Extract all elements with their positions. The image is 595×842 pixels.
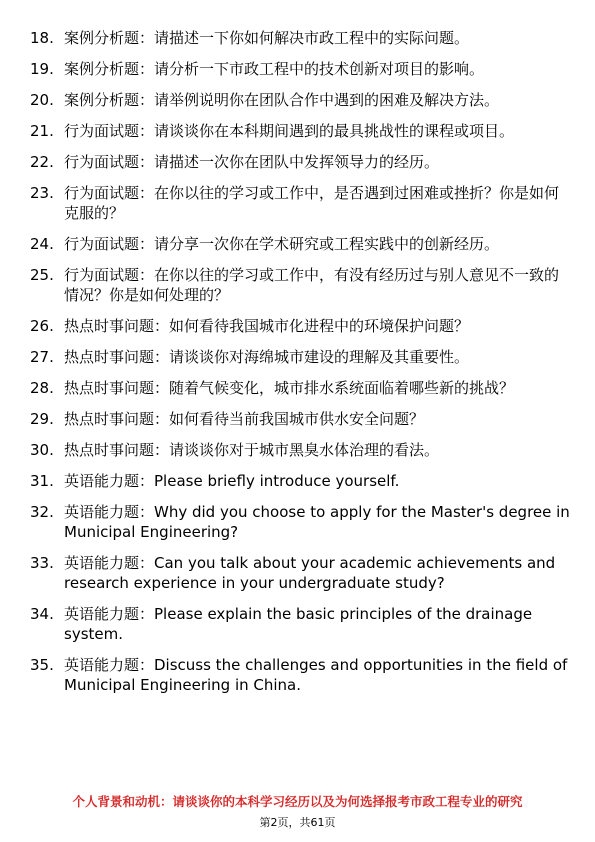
question-item xyxy=(30,59,570,79)
question-item xyxy=(30,553,570,593)
question-item xyxy=(30,28,570,48)
question-number: 21. xyxy=(30,122,54,140)
question-item xyxy=(30,347,570,367)
question-text: 案例分析题：请描述一下你如何解决市政工程中的实际问题。 xyxy=(64,29,470,47)
question-number: 19. xyxy=(30,60,54,78)
question-text: 英语能力题：Can you talk about your academic achievements and research experience in your undergraduate study? xyxy=(64,554,556,592)
question-text: 英语能力题：Discuss the challenges and opportunities in the field of Municipal Engineering in China. xyxy=(64,656,568,694)
question-number: 30. xyxy=(30,441,54,459)
question-item xyxy=(30,121,570,141)
question-text: 热点时事问题：随着气候变化，城市排水系统面临着哪些新的挑战？ xyxy=(64,379,515,397)
question-item xyxy=(30,440,570,460)
question-number: 29. xyxy=(30,410,54,428)
question-number: 20. xyxy=(30,91,54,109)
question-item xyxy=(30,265,570,305)
question-number: 27. xyxy=(30,348,54,366)
question-number: 24. xyxy=(30,235,54,253)
question-number: 32. xyxy=(30,503,54,521)
question-text: 行为面试题：请描述一次你在团队中发挥领导力的经历。 xyxy=(64,153,440,171)
question-number: 35. xyxy=(30,656,54,674)
question-text: 热点时事问题：请谈谈你对海绵城市建设的理解及其重要性。 xyxy=(64,348,470,366)
question-item xyxy=(30,183,570,223)
question-item xyxy=(30,604,570,644)
question-number: 25. xyxy=(30,266,54,284)
question-item xyxy=(30,316,570,336)
question-text: 案例分析题：请分析一下市政工程中的技术创新对项目的影响。 xyxy=(64,60,485,78)
question-item xyxy=(30,409,570,429)
question-text: 行为面试题：请谈谈你在本科期间遇到的最具挑战性的课程或项目。 xyxy=(64,122,515,140)
question-number: 33. xyxy=(30,554,54,572)
question-text: 行为面试题：请分享一次你在学术研究或工程实践中的创新经历。 xyxy=(64,235,500,253)
question-text: 热点时事问题：如何看待我国城市化进程中的环境保护问题？ xyxy=(64,317,470,335)
question-item xyxy=(30,655,570,695)
question-item xyxy=(30,234,570,254)
question-number: 34. xyxy=(30,605,54,623)
question-number: 31. xyxy=(30,472,54,490)
question-number: 18. xyxy=(30,29,54,47)
question-text: 行为面试题：在你以往的学习或工作中，是否遇到过困难或挫折？你是如何克服的？ xyxy=(64,184,560,222)
question-text: 案例分析题：请举例说明你在团队合作中遇到的困难及解决方法。 xyxy=(64,91,500,109)
question-number: 23. xyxy=(30,184,54,202)
question-text: 英语能力题：Why did you choose to apply for the Master's degree in Municipal Engineering? xyxy=(64,503,570,541)
question-item xyxy=(30,378,570,398)
page-indicator: 第2页，共61页 xyxy=(259,816,336,829)
question-item xyxy=(30,502,570,542)
question-number: 22. xyxy=(30,153,54,171)
question-number: 26. xyxy=(30,317,54,335)
question-number: 28. xyxy=(30,379,54,397)
question-text: 行为面试题：在你以往的学习或工作中，有没有经历过与别人意见不一致的情况？你是如何处理的？ xyxy=(64,266,560,304)
question-item xyxy=(30,90,570,110)
question-list xyxy=(30,28,570,706)
question-text: 英语能力题：Please briefly introduce yourself. xyxy=(64,472,400,490)
question-item xyxy=(30,152,570,172)
question-item xyxy=(30,471,570,491)
question-text: 热点时事问题：请谈谈你对于城市黑臭水体治理的看法。 xyxy=(64,441,440,459)
question-text: 热点时事问题：如何看待当前我国城市供水安全问题？ xyxy=(64,410,425,428)
footer-banner: 个人背景和动机：请谈谈你的本科学习经历以及为何选择报考市政工程专业的研究 xyxy=(72,794,523,809)
question-text: 英语能力题：Please explain the basic principles of the drainage system. xyxy=(64,605,533,643)
